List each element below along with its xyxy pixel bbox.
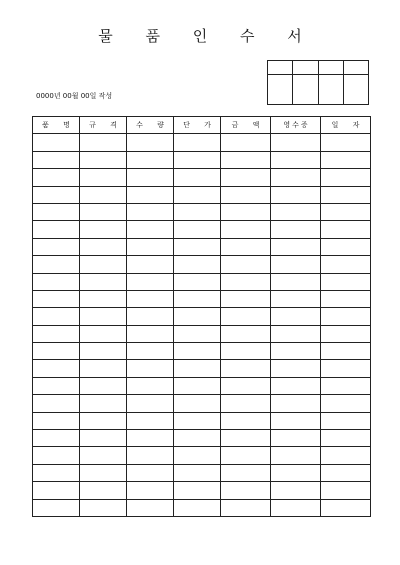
table-cell: [221, 325, 271, 342]
table-cell: [174, 395, 221, 412]
table-cell: [221, 412, 271, 429]
table-cell: [321, 169, 371, 186]
table-cell: [80, 151, 127, 168]
table-cell: [127, 169, 174, 186]
table-cell: [33, 238, 80, 255]
table-cell: [321, 151, 371, 168]
table-cell: [127, 151, 174, 168]
table-cell: [80, 360, 127, 377]
table-cell: [221, 169, 271, 186]
approval-header-cell: [293, 61, 318, 75]
table-cell: [221, 221, 271, 238]
table-cell: [221, 238, 271, 255]
table-cell: [33, 430, 80, 447]
table-cell: [127, 238, 174, 255]
table-row: [33, 343, 371, 360]
table-cell: [80, 186, 127, 203]
table-cell: [221, 186, 271, 203]
table-row: [33, 273, 371, 290]
table-row: [33, 221, 371, 238]
table-cell: [221, 308, 271, 325]
table-cell: [321, 308, 371, 325]
table-cell: [321, 360, 371, 377]
table-cell: [271, 447, 321, 464]
table-row: [33, 203, 371, 220]
table-cell: [80, 273, 127, 290]
table-cell: [127, 464, 174, 481]
table-cell: [127, 412, 174, 429]
table-cell: [127, 447, 174, 464]
table-row: [33, 151, 371, 168]
table-row: [33, 134, 371, 151]
table-cell: [174, 464, 221, 481]
table-row: [33, 186, 371, 203]
table-row: [33, 430, 371, 447]
table-row: [33, 412, 371, 429]
approval-box: [267, 60, 369, 105]
table-cell: [174, 325, 221, 342]
table-cell: [271, 377, 321, 394]
table-row: [33, 238, 371, 255]
table-cell: [80, 308, 127, 325]
receipt-table: [32, 116, 371, 517]
table-cell: [321, 395, 371, 412]
table-cell: [221, 395, 271, 412]
table-cell: [33, 395, 80, 412]
table-cell: [174, 482, 221, 499]
table-cell: [33, 360, 80, 377]
table-cell: [321, 482, 371, 499]
table-cell: [321, 290, 371, 307]
table-row: [33, 499, 371, 516]
table-cell: [80, 203, 127, 220]
table-cell: [321, 238, 371, 255]
table-row: [33, 447, 371, 464]
table-cell: [321, 221, 371, 238]
table-cell: [321, 134, 371, 151]
table-cell: [80, 447, 127, 464]
table-cell: [127, 499, 174, 516]
table-row: [33, 360, 371, 377]
table-cell: [174, 360, 221, 377]
table-cell: [321, 256, 371, 273]
table-cell: [321, 499, 371, 516]
table-row: [33, 308, 371, 325]
table-cell: [321, 377, 371, 394]
table-cell: [174, 308, 221, 325]
approval-header-cell: [268, 61, 293, 75]
table-cell: [221, 343, 271, 360]
table-header-row: [33, 117, 371, 134]
table-row: [33, 256, 371, 273]
table-cell: [221, 203, 271, 220]
table-cell: [271, 169, 321, 186]
table-cell: [33, 447, 80, 464]
table-cell: [271, 395, 321, 412]
table-cell: [221, 430, 271, 447]
table-cell: [80, 221, 127, 238]
table-cell: [321, 203, 371, 220]
table-cell: [127, 221, 174, 238]
table-cell: [271, 343, 321, 360]
table-cell: [127, 325, 174, 342]
table-cell: [80, 169, 127, 186]
table-row: [33, 377, 371, 394]
table-cell: [33, 256, 80, 273]
table-cell: [33, 273, 80, 290]
header-unit-price: 단 가: [174, 117, 221, 134]
table-cell: [127, 430, 174, 447]
table-cell: [321, 464, 371, 481]
table-cell: [221, 273, 271, 290]
table-cell: [271, 412, 321, 429]
table-cell: [174, 412, 221, 429]
table-cell: [271, 186, 321, 203]
approval-sign-cell: [268, 75, 293, 105]
table-cell: [33, 499, 80, 516]
table-row: [33, 464, 371, 481]
table-cell: [33, 464, 80, 481]
header-amount: 금 액: [221, 117, 271, 134]
table-cell: [33, 151, 80, 168]
table-row: [33, 290, 371, 307]
table-cell: [33, 290, 80, 307]
header-quantity: 수 량: [127, 117, 174, 134]
table-cell: [174, 447, 221, 464]
table-cell: [33, 221, 80, 238]
table-cell: [271, 151, 321, 168]
table-row: [33, 482, 371, 499]
header-item-name: 품 명: [33, 117, 80, 134]
table-cell: [127, 482, 174, 499]
approval-header-cell: [318, 61, 343, 75]
table-cell: [127, 256, 174, 273]
table-cell: [174, 221, 221, 238]
table-cell: [127, 186, 174, 203]
table-cell: [174, 256, 221, 273]
table-row: [33, 325, 371, 342]
table-cell: [271, 273, 321, 290]
table-cell: [127, 308, 174, 325]
table-cell: [321, 343, 371, 360]
table-cell: [174, 169, 221, 186]
table-cell: [80, 238, 127, 255]
table-cell: [80, 412, 127, 429]
table-cell: [321, 186, 371, 203]
table-cell: [80, 134, 127, 151]
table-cell: [321, 273, 371, 290]
table-cell: [174, 377, 221, 394]
table-cell: [174, 290, 221, 307]
table-body: [33, 134, 371, 517]
table-cell: [174, 203, 221, 220]
table-cell: [127, 360, 174, 377]
table-row: [33, 169, 371, 186]
table-cell: [221, 134, 271, 151]
table-cell: [80, 343, 127, 360]
table-cell: [33, 203, 80, 220]
table-cell: [271, 325, 321, 342]
table-cell: [33, 482, 80, 499]
table-cell: [80, 464, 127, 481]
header-receipt: 영수증: [271, 117, 321, 134]
table-cell: [174, 186, 221, 203]
table-cell: [174, 499, 221, 516]
table-cell: [271, 360, 321, 377]
table-cell: [33, 412, 80, 429]
table-cell: [221, 151, 271, 168]
table-cell: [271, 134, 321, 151]
table-row: [33, 395, 371, 412]
table-cell: [80, 325, 127, 342]
table-cell: [271, 256, 321, 273]
table-cell: [271, 499, 321, 516]
table-cell: [221, 499, 271, 516]
table-cell: [221, 482, 271, 499]
table-cell: [80, 377, 127, 394]
table-cell: [321, 412, 371, 429]
table-cell: [271, 238, 321, 255]
table-cell: [127, 343, 174, 360]
table-cell: [174, 151, 221, 168]
header-date: 일 자: [321, 117, 371, 134]
table-cell: [221, 360, 271, 377]
table-cell: [271, 290, 321, 307]
table-cell: [33, 169, 80, 186]
table-cell: [127, 290, 174, 307]
table-cell: [221, 377, 271, 394]
table-cell: [174, 343, 221, 360]
table-cell: [127, 134, 174, 151]
table-cell: [271, 203, 321, 220]
table-cell: [271, 482, 321, 499]
table-cell: [127, 377, 174, 394]
table-cell: [221, 464, 271, 481]
table-cell: [321, 447, 371, 464]
table-cell: [271, 430, 321, 447]
table-cell: [174, 273, 221, 290]
approval-header-cell: [343, 61, 368, 75]
table-cell: [80, 395, 127, 412]
table-cell: [33, 134, 80, 151]
document-title: 물 품 인 수 서: [98, 27, 316, 45]
table-cell: [271, 464, 321, 481]
table-cell: [33, 186, 80, 203]
table-cell: [221, 256, 271, 273]
header-spec: 규 격: [80, 117, 127, 134]
table-cell: [33, 343, 80, 360]
table-cell: [174, 238, 221, 255]
table-cell: [80, 430, 127, 447]
date-written-line: 0000년 00월 00일 작성: [36, 92, 113, 100]
table-cell: [127, 203, 174, 220]
table-cell: [271, 308, 321, 325]
approval-sign-cell: [318, 75, 343, 105]
table-cell: [80, 499, 127, 516]
table-cell: [33, 325, 80, 342]
table-cell: [127, 273, 174, 290]
table-cell: [321, 325, 371, 342]
table-cell: [174, 134, 221, 151]
table-cell: [33, 308, 80, 325]
approval-sign-cell: [343, 75, 368, 105]
table-cell: [221, 290, 271, 307]
approval-sign-cell: [293, 75, 318, 105]
table-cell: [321, 430, 371, 447]
table-cell: [127, 395, 174, 412]
table-cell: [80, 482, 127, 499]
table-cell: [80, 256, 127, 273]
table-cell: [174, 430, 221, 447]
table-cell: [271, 221, 321, 238]
table-cell: [221, 447, 271, 464]
table-cell: [33, 377, 80, 394]
table-cell: [80, 290, 127, 307]
